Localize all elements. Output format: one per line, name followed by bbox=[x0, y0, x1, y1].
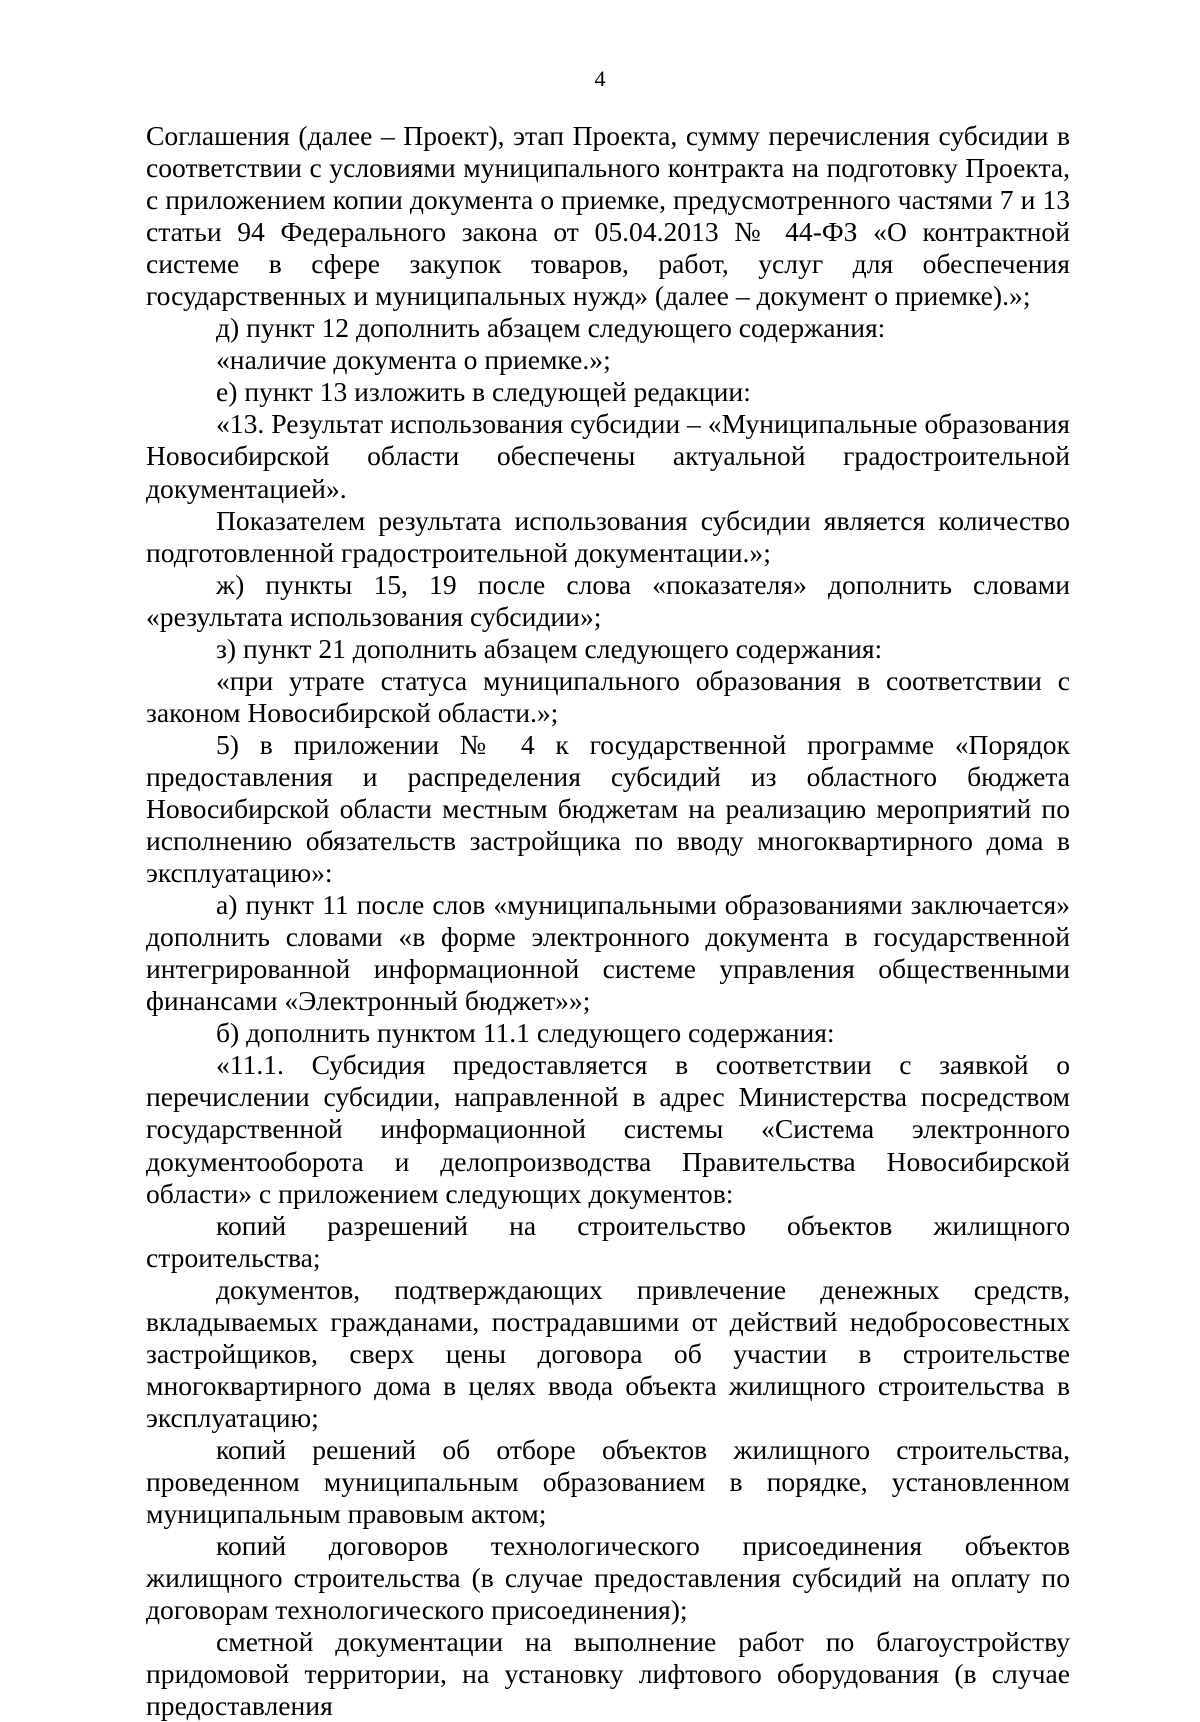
paragraph-5: «13. Результат использования субсидии – «Муниципальные образования Новосибирской области обеспечены актуальной градостроительной документацией». bbox=[146, 408, 1070, 504]
paragraph-11: а) пункт 11 после слов «муниципальными образованиями заключается» дополнить словами «в форме электронного документа в государственной интегрированной информационной системе управления общественными финансами «Электронный бюджет»»; bbox=[146, 889, 1070, 1017]
paragraph-3: «наличие документа о приемке.»; bbox=[216, 344, 611, 376]
paragraph-9: «при утрате статуса муниципального образования в соответствии с законом Новосибирской области.»; bbox=[146, 664, 1070, 728]
paragraph-16: копий решений об отборе объектов жилищного строительства, проведенном муниципальным образованием в порядке, установленном муниципальным правовым актом; bbox=[146, 1433, 1070, 1530]
paragraph-14: копий разрешений на строительство объектов жилищного строительства; bbox=[146, 1209, 1070, 1273]
paragraph-18: сметной документации на выполнение работ по благоустройству придомовой территории, на установку лифтового оборудования (в случае предоставления bbox=[146, 1626, 1070, 1722]
paragraph-8: з) пункт 21 дополнить абзацем следующего содержания: bbox=[216, 632, 883, 664]
document-body bbox=[146, 120, 1070, 1722]
paragraph-7: ж) пункты 15, 19 после слова «показателя» дополнить словами «результата использования субсидии»; bbox=[146, 568, 1070, 632]
paragraph-15: документов, подтверждающих привлечение денежных средств, вкладываемых гражданами, пострадавшими от действий недобросовестных застройщиков, сверх цены договора об участии в строительстве многоквартирного дома в целях ввода объекта жилищного строительства в эксплуатацию; bbox=[146, 1273, 1070, 1433]
paragraph-2: д) пункт 12 дополнить абзацем следующего содержания: bbox=[216, 312, 886, 344]
paragraph-10: 5) в приложении № 4 к государственной программе «Порядок предоставления и распределения субсидий из областного бюджета Новосибирской области местным бюджетам на реализацию мероприятий по исполнению обязательств застройщика по вводу многоквартирного дома в эксплуатацию»: bbox=[146, 728, 1070, 889]
page-number: 4 bbox=[594, 66, 606, 91]
paragraph-12: б) дополнить пунктом 11.1 следующего содержания: bbox=[216, 1017, 835, 1049]
paragraph-17: копий договоров технологического присоединения объектов жилищного строительства (в случае предоставления субсидий на оплату по договорам технологического присоединения); bbox=[146, 1530, 1070, 1626]
paragraph-13: «11.1. Субсидия предоставляется в соответствии с заявкой о перечислении субсидии, направленной в адрес Министерства посредством государственной информационной системы «Система электронного документооборота и делопроизводства Правительства Новосибирской области» с приложением следующих документов: bbox=[146, 1049, 1070, 1209]
paragraph-6: Показателем результата использования субсидии является количество подготовленной градостроительной документации.»; bbox=[146, 504, 1070, 568]
paragraph-4: е) пункт 13 изложить в следующей редакции: bbox=[216, 376, 751, 408]
paragraph-1: Соглашения (далее – Проект), этап Проекта, сумму перечисления субсидии в соответствии с условиями муниципального контракта на подготовку Проекта, с приложением копии документа о приемке, предусмотренного частями 7 и 13 статьи 94 Федерального закона от 05.04.2013 № 44-ФЗ «О контрактной системе в сфере закупок товаров, работ, услуг для обеспечения государственных и муниципальных нужд» (далее – документ о приемке).»; bbox=[146, 120, 1070, 312]
